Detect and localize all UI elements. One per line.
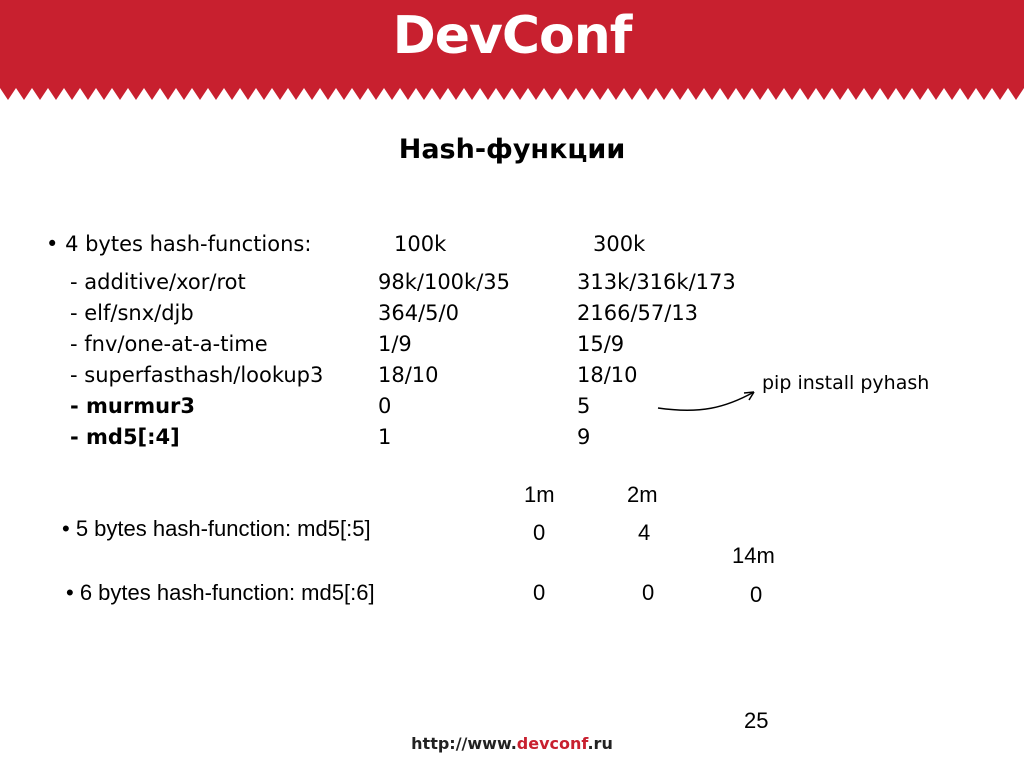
row-300k-fnv: 15/9: [577, 332, 625, 356]
row-name-elf: - elf/snx/djb: [70, 301, 194, 325]
banner-zigzag-edge: [0, 86, 1024, 100]
col-header-100k: 100k: [394, 232, 447, 256]
row5-2m: 4: [638, 520, 651, 545]
row-100k-superfasthash: 18/10: [378, 363, 439, 387]
row-100k-md5-4: 1: [378, 425, 392, 449]
row-100k-murmur3: 0: [378, 394, 392, 418]
col-header-1m: 1m: [524, 482, 555, 507]
row-100k-fnv: 1/9: [378, 332, 412, 356]
row5-1m: 0: [533, 520, 546, 545]
slide-title: Hash-функции: [398, 134, 626, 165]
row-name-fnv: - fnv/one-at-a-time: [70, 332, 268, 356]
pyhash-annotation: pip install pyhash: [762, 372, 930, 394]
row-name-murmur3: - murmur3: [70, 394, 196, 418]
section1-label: 4 bytes hash-functions:: [65, 232, 312, 256]
row-300k-murmur3: 5: [577, 394, 591, 418]
row6-2m: 0: [642, 580, 655, 605]
col-header-14m: 14m: [732, 543, 775, 568]
row6-14m: 0: [750, 582, 763, 607]
row-300k-md5-4: 9: [577, 425, 591, 449]
row-name-md5-4: - md5[:4]: [70, 425, 180, 449]
footer-url-prefix: http://www.: [411, 734, 517, 753]
row-100k-additive: 98k/100k/35: [378, 270, 510, 294]
row-100k-elf: 364/5/0: [378, 301, 459, 325]
row-300k-superfasthash: 18/10: [577, 363, 638, 387]
row-300k-additive: 313k/316k/173: [577, 270, 736, 294]
row-300k-elf: 2166/57/13: [577, 301, 699, 325]
bullet-4-bytes: • 4 bytes hash-functions:: [46, 232, 312, 256]
bullet-5-bytes: • 5 bytes hash-function: md5[:5]: [62, 516, 371, 541]
footer-url-domain: devconf: [516, 734, 588, 753]
row-name-superfasthash: - superfasthash/lookup3: [70, 363, 324, 387]
page-number: 25: [744, 708, 769, 733]
row6-label: 6 bytes hash-function: md5[:6]: [79, 580, 375, 605]
header-banner: [0, 0, 1024, 86]
bullet-6-bytes: • 6 bytes hash-function: md5[:6]: [66, 580, 375, 605]
row-name-additive: - additive/xor/rot: [70, 270, 246, 294]
col-header-300k: 300k: [593, 232, 646, 256]
col-header-2m: 2m: [627, 482, 658, 507]
devconf-logo: DevConf: [392, 6, 632, 66]
footer-url-suffix: .ru: [587, 734, 613, 753]
annotation-arrow: [650, 380, 770, 420]
row5-label: 5 bytes hash-function: md5[:5]: [75, 516, 371, 541]
row6-1m: 0: [533, 580, 546, 605]
footer-url[interactable]: [0, 734, 1024, 753]
